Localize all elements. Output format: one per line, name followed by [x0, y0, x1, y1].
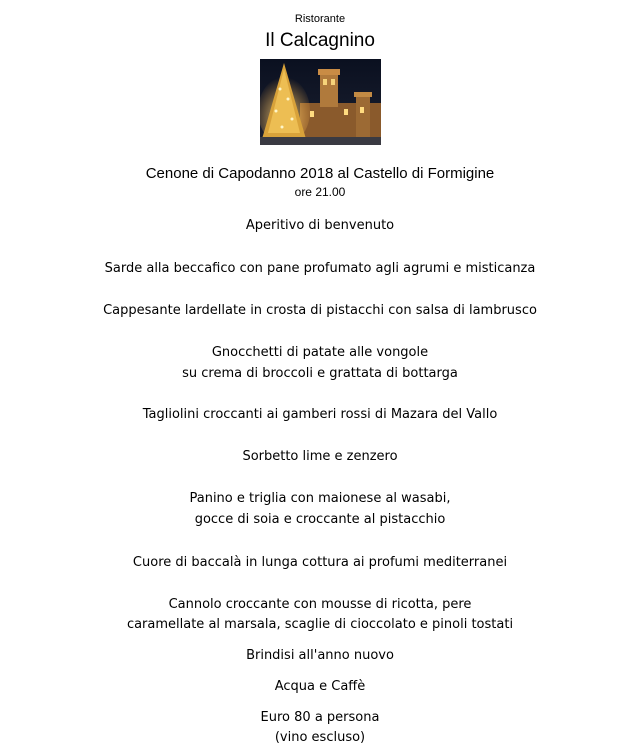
- course-aperitivo: Aperitivo di benvenuto: [245, 218, 395, 233]
- price-amount: Euro 80 a persona: [260, 710, 380, 725]
- course-acqua-caffe: Acqua e Caffè: [274, 679, 366, 694]
- course-brindisi: Brindisi all'anno nuovo: [246, 648, 394, 663]
- event-time: ore 21.00: [294, 185, 346, 199]
- castle-christmas-photo: [260, 59, 381, 145]
- course-cannolo-line-1: Cannolo croccante con mousse di ricotta, pere: [168, 597, 472, 612]
- price-note: (vino escluso): [274, 730, 366, 745]
- course-tagliolini: Tagliolini croccanti ai gamberi rossi di Mazara del Vallo: [142, 407, 498, 422]
- course-sarde: Sarde alla beccafico con pane profumato agli agrumi e misticanza: [104, 261, 536, 276]
- course-panino-line-2: gocce di soia e croccante al pistacchio: [194, 512, 446, 527]
- course-cappesante: Cappesante lardellate in crosta di pistacchi con salsa di lambrusco: [103, 303, 537, 318]
- course-cannolo-line-2: caramellate al marsala, scaglie di cioccolato e pinoli tostati: [126, 617, 514, 632]
- course-gnocchetti-line-2: su crema di broccoli e grattata di bottarga: [182, 366, 458, 381]
- event-title: Cenone di Capodanno 2018 al Castello di Formigine: [145, 165, 495, 182]
- course-gnocchetti-line-1: Gnocchetti di patate alle vongole: [211, 345, 429, 360]
- course-panino-line-1: Panino e triglia con maionese al wasabi,: [189, 491, 451, 506]
- restaurant-label: Ristorante: [294, 13, 346, 25]
- restaurant-name: Il Calcagnino: [265, 30, 375, 51]
- course-sorbetto: Sorbetto lime e zenzero: [242, 449, 398, 464]
- course-baccala: Cuore di baccalà in lunga cottura ai profumi mediterranei: [132, 555, 508, 570]
